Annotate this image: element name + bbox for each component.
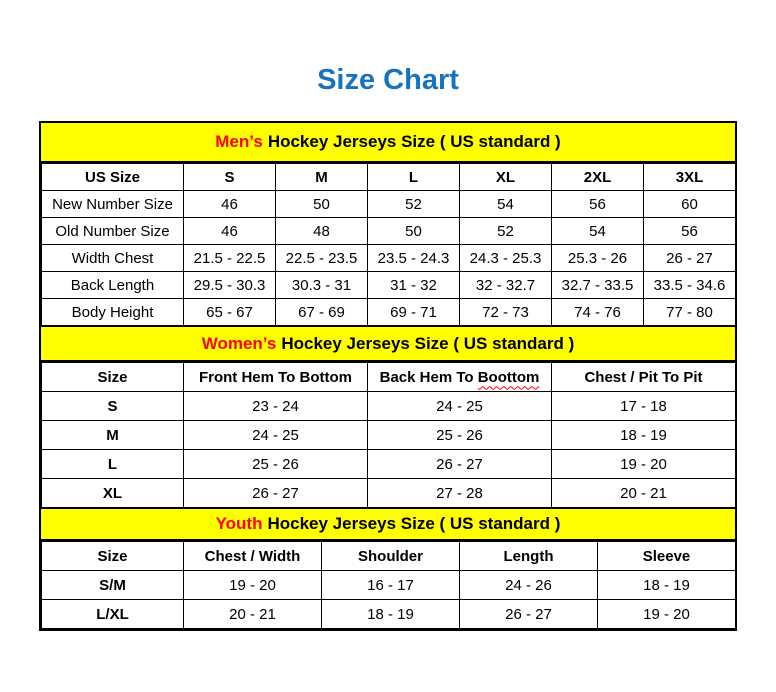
value-cell: 18 - 19 — [598, 571, 736, 600]
womens-section-header — [41, 326, 735, 362]
table-row — [42, 218, 736, 245]
header-cell — [368, 363, 552, 392]
row-label-cell: New Number Size — [42, 191, 184, 218]
row-label-cell: L/XL — [42, 600, 184, 629]
value-cell: 23.5 - 24.3 — [368, 245, 460, 272]
row-label-cell: Back Length — [42, 272, 184, 299]
value-cell: 77 - 80 — [644, 299, 736, 326]
value-cell: 21.5 - 22.5 — [184, 245, 276, 272]
value-cell: 72 - 73 — [460, 299, 552, 326]
value-cell: 23 - 24 — [184, 392, 368, 421]
row-label-cell: S — [42, 392, 184, 421]
value-cell: 24 - 25 — [184, 421, 368, 450]
womens-section-accent: Women’s — [201, 333, 277, 353]
value-cell: 25.3 - 26 — [552, 245, 644, 272]
value-cell: 26 - 27 — [368, 450, 552, 479]
value-cell: 30.3 - 31 — [276, 272, 368, 299]
value-cell: 19 - 20 — [184, 571, 322, 600]
mens-section-header — [41, 123, 735, 163]
header-cell: Sleeve — [598, 542, 736, 571]
value-cell: 60 — [644, 191, 736, 218]
value-cell: 26 - 27 — [184, 479, 368, 508]
value-cell: 26 - 27 — [644, 245, 736, 272]
value-cell: 69 - 71 — [368, 299, 460, 326]
value-cell: 65 - 67 — [184, 299, 276, 326]
misspelled-word: Boottom — [477, 368, 540, 386]
value-cell: 27 - 28 — [368, 479, 552, 508]
mens-size-table — [41, 163, 736, 326]
table-row — [42, 299, 736, 326]
row-label-cell: Width Chest — [42, 245, 184, 272]
value-cell: 50 — [368, 218, 460, 245]
header-cell: S — [184, 164, 276, 191]
mens-section-title: Hockey Jerseys Size ( US standard ) — [267, 132, 561, 151]
value-cell: 54 — [552, 218, 644, 245]
row-label-cell: M — [42, 421, 184, 450]
value-cell: 25 - 26 — [184, 450, 368, 479]
value-cell: 52 — [460, 218, 552, 245]
value-cell: 24 - 25 — [368, 392, 552, 421]
value-cell: 56 — [552, 191, 644, 218]
header-cell: US Size — [42, 164, 184, 191]
table-row — [42, 421, 736, 450]
value-cell: 29.5 - 30.3 — [184, 272, 276, 299]
value-cell: 46 — [184, 191, 276, 218]
value-cell: 48 — [276, 218, 368, 245]
value-cell: 56 — [644, 218, 736, 245]
value-cell: 25 - 26 — [368, 421, 552, 450]
size-chart-table-group — [39, 121, 737, 631]
header-cell: Size — [42, 542, 184, 571]
table-row — [42, 272, 736, 299]
youth-section-accent: Youth — [215, 514, 263, 533]
table-row — [42, 191, 736, 218]
header-cell: Chest / Width — [184, 542, 322, 571]
header-cell: L — [368, 164, 460, 191]
value-cell: 50 — [276, 191, 368, 218]
value-cell: 19 - 20 — [552, 450, 736, 479]
value-cell: 67 - 69 — [276, 299, 368, 326]
value-cell: 24.3 - 25.3 — [460, 245, 552, 272]
value-cell: 20 - 21 — [184, 600, 322, 629]
womens-section-title: Hockey Jerseys Size ( US standard ) — [281, 333, 575, 353]
header-cell: Front Hem To Bottom — [184, 363, 368, 392]
value-cell: 26 - 27 — [460, 600, 598, 629]
page-title: Size Chart — [317, 64, 459, 96]
youth-section-header — [41, 508, 735, 541]
table-row — [42, 450, 736, 479]
value-cell: 54 — [460, 191, 552, 218]
row-label-cell: Old Number Size — [42, 218, 184, 245]
header-cell: Chest / Pit To Pit — [552, 363, 736, 392]
value-cell: 17 - 18 — [552, 392, 736, 421]
womens-size-table — [41, 362, 736, 508]
header-cell: M — [276, 164, 368, 191]
value-cell: 32.7 - 33.5 — [552, 272, 644, 299]
value-cell: 32 - 32.7 — [460, 272, 552, 299]
table-row — [42, 392, 736, 421]
value-cell: 18 - 19 — [552, 421, 736, 450]
header-cell-text: Back Hem To — [379, 368, 474, 386]
header-cell: 3XL — [644, 164, 736, 191]
table-row — [42, 600, 736, 629]
row-label-cell: XL — [42, 479, 184, 508]
header-cell: XL — [460, 164, 552, 191]
row-label-cell: L — [42, 450, 184, 479]
value-cell: 52 — [368, 191, 460, 218]
table-row — [42, 245, 736, 272]
value-cell: 18 - 19 — [322, 600, 460, 629]
value-cell: 24 - 26 — [460, 571, 598, 600]
womens-header-row — [42, 363, 736, 392]
value-cell: 19 - 20 — [598, 600, 736, 629]
table-row — [42, 479, 736, 508]
youth-section-title: Hockey Jerseys Size ( US standard ) — [267, 514, 561, 533]
value-cell: 20 - 21 — [552, 479, 736, 508]
youth-size-table — [41, 541, 736, 629]
header-cell: Size — [42, 363, 184, 392]
header-cell: Shoulder — [322, 542, 460, 571]
value-cell: 22.5 - 23.5 — [276, 245, 368, 272]
mens-section-accent: Men’s — [215, 132, 263, 151]
row-label-cell: S/M — [42, 571, 184, 600]
value-cell: 33.5 - 34.6 — [644, 272, 736, 299]
value-cell: 74 - 76 — [552, 299, 644, 326]
header-cell: Length — [460, 542, 598, 571]
value-cell: 16 - 17 — [322, 571, 460, 600]
mens-header-row — [42, 164, 736, 191]
youth-header-row — [42, 542, 736, 571]
table-row — [42, 571, 736, 600]
header-cell: 2XL — [552, 164, 644, 191]
row-label-cell: Body Height — [42, 299, 184, 326]
value-cell: 31 - 32 — [368, 272, 460, 299]
value-cell: 46 — [184, 218, 276, 245]
